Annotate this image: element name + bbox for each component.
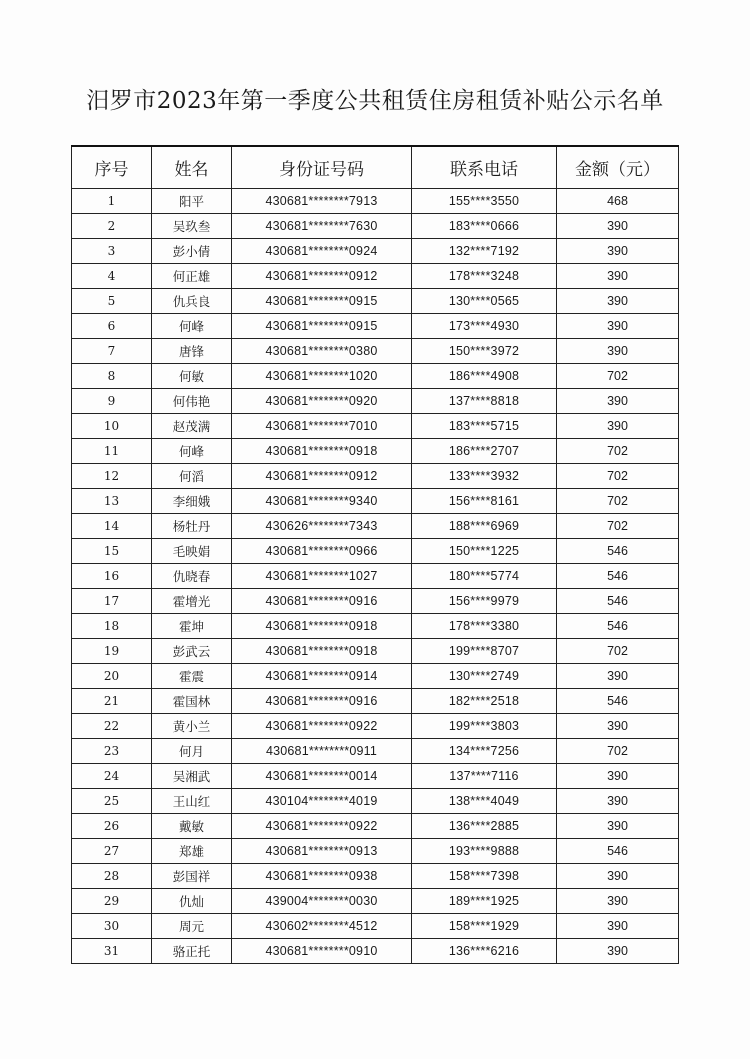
row-name: 杨牡丹 xyxy=(152,514,232,539)
row-phone: 186****4908 xyxy=(412,364,557,389)
row-amount: 390 xyxy=(557,764,679,789)
row-index: 9 xyxy=(72,389,152,414)
row-amount: 546 xyxy=(557,614,679,639)
row-phone: 138****4049 xyxy=(412,789,557,814)
table-row xyxy=(72,439,679,464)
row-phone: 155****3550 xyxy=(412,189,557,214)
row-name: 黄小兰 xyxy=(152,714,232,739)
row-id-number: 430681********0922 xyxy=(232,814,412,839)
table-row xyxy=(72,889,679,914)
row-amount: 390 xyxy=(557,314,679,339)
row-id-number: 430681********0918 xyxy=(232,614,412,639)
row-index: 6 xyxy=(72,314,152,339)
table-row xyxy=(72,539,679,564)
row-index: 5 xyxy=(72,289,152,314)
row-amount: 702 xyxy=(557,489,679,514)
row-phone: 150****3972 xyxy=(412,339,557,364)
row-amount: 546 xyxy=(557,564,679,589)
row-name: 吴玖叁 xyxy=(152,214,232,239)
row-amount: 702 xyxy=(557,464,679,489)
row-id-number: 430681********0380 xyxy=(232,339,412,364)
row-amount: 390 xyxy=(557,264,679,289)
row-id-number: 430681********0915 xyxy=(232,314,412,339)
row-name: 仇灿 xyxy=(152,889,232,914)
row-index: 15 xyxy=(72,539,152,564)
table-row xyxy=(72,214,679,239)
table-row xyxy=(72,589,679,614)
row-amount: 702 xyxy=(557,514,679,539)
table-row xyxy=(72,689,679,714)
row-index: 20 xyxy=(72,664,152,689)
row-name: 阳平 xyxy=(152,189,232,214)
row-name: 郑雄 xyxy=(152,839,232,864)
row-amount: 390 xyxy=(557,414,679,439)
row-id-number: 430681********0910 xyxy=(232,939,412,964)
row-index: 22 xyxy=(72,714,152,739)
table-row xyxy=(72,914,679,939)
row-name: 何月 xyxy=(152,739,232,764)
table-row xyxy=(72,814,679,839)
header-name: 姓名 xyxy=(152,146,232,189)
row-phone: 193****9888 xyxy=(412,839,557,864)
row-id-number: 430104********4019 xyxy=(232,789,412,814)
row-phone: 178****3248 xyxy=(412,264,557,289)
row-index: 24 xyxy=(72,764,152,789)
table-row xyxy=(72,639,679,664)
row-id-number: 430681********0916 xyxy=(232,589,412,614)
row-id-number: 430681********1027 xyxy=(232,564,412,589)
row-index: 8 xyxy=(72,364,152,389)
row-index: 26 xyxy=(72,814,152,839)
row-name: 唐锋 xyxy=(152,339,232,364)
row-name: 霍增光 xyxy=(152,589,232,614)
row-phone: 132****7192 xyxy=(412,239,557,264)
row-index: 18 xyxy=(72,614,152,639)
row-amount: 390 xyxy=(557,389,679,414)
row-name: 毛映娟 xyxy=(152,539,232,564)
table-row xyxy=(72,514,679,539)
row-phone: 158****7398 xyxy=(412,864,557,889)
row-phone: 130****0565 xyxy=(412,289,557,314)
table-row xyxy=(72,789,679,814)
row-index: 13 xyxy=(72,489,152,514)
row-phone: 182****2518 xyxy=(412,689,557,714)
header-amount: 金额（元） xyxy=(557,146,679,189)
row-index: 11 xyxy=(72,439,152,464)
row-phone: 180****5774 xyxy=(412,564,557,589)
row-id-number: 430681********9340 xyxy=(232,489,412,514)
row-index: 27 xyxy=(72,839,152,864)
row-phone: 137****8818 xyxy=(412,389,557,414)
row-index: 29 xyxy=(72,889,152,914)
row-name: 仇晓春 xyxy=(152,564,232,589)
header-id-number: 身份证号码 xyxy=(232,146,412,189)
table-row xyxy=(72,464,679,489)
row-name: 吴湘武 xyxy=(152,764,232,789)
row-index: 30 xyxy=(72,914,152,939)
row-amount: 390 xyxy=(557,814,679,839)
table-row xyxy=(72,739,679,764)
row-index: 4 xyxy=(72,264,152,289)
row-name: 仇兵良 xyxy=(152,289,232,314)
row-id-number: 430626********7343 xyxy=(232,514,412,539)
row-amount: 390 xyxy=(557,239,679,264)
table-row xyxy=(72,239,679,264)
row-amount: 702 xyxy=(557,739,679,764)
row-phone: 186****2707 xyxy=(412,439,557,464)
row-id-number: 430681********7630 xyxy=(232,214,412,239)
table-row xyxy=(72,289,679,314)
row-phone: 137****7116 xyxy=(412,764,557,789)
row-index: 23 xyxy=(72,739,152,764)
row-index: 19 xyxy=(72,639,152,664)
row-phone: 156****8161 xyxy=(412,489,557,514)
row-name: 骆正托 xyxy=(152,939,232,964)
row-index: 7 xyxy=(72,339,152,364)
row-amount: 390 xyxy=(557,939,679,964)
row-phone: 133****3932 xyxy=(412,464,557,489)
row-id-number: 430681********0912 xyxy=(232,264,412,289)
row-index: 21 xyxy=(72,689,152,714)
table-row xyxy=(72,564,679,589)
row-amount: 390 xyxy=(557,789,679,814)
row-phone: 178****3380 xyxy=(412,614,557,639)
row-name: 何峰 xyxy=(152,439,232,464)
row-id-number: 430681********0966 xyxy=(232,539,412,564)
table-row xyxy=(72,264,679,289)
row-index: 3 xyxy=(72,239,152,264)
row-amount: 546 xyxy=(557,539,679,564)
row-index: 12 xyxy=(72,464,152,489)
table-row xyxy=(72,664,679,689)
row-id-number: 430602********4512 xyxy=(232,914,412,939)
row-id-number: 430681********0918 xyxy=(232,639,412,664)
row-id-number: 430681********7913 xyxy=(232,189,412,214)
row-name: 霍震 xyxy=(152,664,232,689)
table-row xyxy=(72,614,679,639)
row-amount: 702 xyxy=(557,364,679,389)
subsidy-table xyxy=(71,145,679,964)
row-id-number: 430681********1020 xyxy=(232,364,412,389)
row-amount: 546 xyxy=(557,589,679,614)
row-index: 2 xyxy=(72,214,152,239)
row-amount: 546 xyxy=(557,689,679,714)
table-row xyxy=(72,389,679,414)
row-name: 何滔 xyxy=(152,464,232,489)
table-row xyxy=(72,364,679,389)
row-index: 31 xyxy=(72,939,152,964)
row-amount: 468 xyxy=(557,189,679,214)
row-amount: 702 xyxy=(557,639,679,664)
row-phone: 183****5715 xyxy=(412,414,557,439)
row-id-number: 430681********0913 xyxy=(232,839,412,864)
header-phone: 联系电话 xyxy=(412,146,557,189)
table-row xyxy=(72,714,679,739)
row-amount: 390 xyxy=(557,214,679,239)
row-phone: 130****2749 xyxy=(412,664,557,689)
row-index: 14 xyxy=(72,514,152,539)
row-id-number: 439004********0030 xyxy=(232,889,412,914)
row-index: 1 xyxy=(72,189,152,214)
row-name: 何峰 xyxy=(152,314,232,339)
row-id-number: 430681********0924 xyxy=(232,239,412,264)
row-amount: 390 xyxy=(557,889,679,914)
row-amount: 390 xyxy=(557,914,679,939)
row-amount: 390 xyxy=(557,714,679,739)
row-index: 10 xyxy=(72,414,152,439)
row-phone: 183****0666 xyxy=(412,214,557,239)
row-id-number: 430681********0912 xyxy=(232,464,412,489)
row-phone: 150****1225 xyxy=(412,539,557,564)
row-id-number: 430681********0911 xyxy=(232,739,412,764)
row-index: 28 xyxy=(72,864,152,889)
table-row xyxy=(72,764,679,789)
row-phone: 136****2885 xyxy=(412,814,557,839)
row-name: 王山红 xyxy=(152,789,232,814)
row-phone: 156****9979 xyxy=(412,589,557,614)
row-phone: 134****7256 xyxy=(412,739,557,764)
row-phone: 189****1925 xyxy=(412,889,557,914)
row-id-number: 430681********0916 xyxy=(232,689,412,714)
table-row xyxy=(72,314,679,339)
row-phone: 199****3803 xyxy=(412,714,557,739)
row-amount: 702 xyxy=(557,439,679,464)
row-name: 彭国祥 xyxy=(152,864,232,889)
row-amount: 390 xyxy=(557,289,679,314)
row-phone: 173****4930 xyxy=(412,314,557,339)
row-index: 17 xyxy=(72,589,152,614)
row-phone: 158****1929 xyxy=(412,914,557,939)
header-index: 序号 xyxy=(72,146,152,189)
table-row xyxy=(72,189,679,214)
row-phone: 199****8707 xyxy=(412,639,557,664)
row-id-number: 430681********0014 xyxy=(232,764,412,789)
row-id-number: 430681********0922 xyxy=(232,714,412,739)
row-name: 李细娥 xyxy=(152,489,232,514)
row-phone: 188****6969 xyxy=(412,514,557,539)
table-row xyxy=(72,339,679,364)
row-amount: 390 xyxy=(557,339,679,364)
row-name: 彭小倩 xyxy=(152,239,232,264)
table-row xyxy=(72,864,679,889)
row-id-number: 430681********0914 xyxy=(232,664,412,689)
row-id-number: 430681********0918 xyxy=(232,439,412,464)
row-index: 25 xyxy=(72,789,152,814)
row-name: 霍坤 xyxy=(152,614,232,639)
row-id-number: 430681********0920 xyxy=(232,389,412,414)
table-row xyxy=(72,939,679,964)
row-name: 周元 xyxy=(152,914,232,939)
table-body xyxy=(72,189,679,964)
row-index: 16 xyxy=(72,564,152,589)
row-id-number: 430681********0915 xyxy=(232,289,412,314)
row-name: 何敏 xyxy=(152,364,232,389)
table-header-row xyxy=(72,146,679,189)
table-row xyxy=(72,414,679,439)
table-row xyxy=(72,839,679,864)
row-name: 何伟艳 xyxy=(152,389,232,414)
row-amount: 390 xyxy=(557,664,679,689)
row-name: 戴敏 xyxy=(152,814,232,839)
row-id-number: 430681********0938 xyxy=(232,864,412,889)
row-amount: 390 xyxy=(557,864,679,889)
document-title: 汨罗市2023年第一季度公共租赁住房租赁补贴公示名单 xyxy=(86,88,664,114)
row-id-number: 430681********7010 xyxy=(232,414,412,439)
row-name: 何正雄 xyxy=(152,264,232,289)
table-row xyxy=(72,489,679,514)
row-amount: 546 xyxy=(557,839,679,864)
row-name: 彭武云 xyxy=(152,639,232,664)
row-name: 霍国林 xyxy=(152,689,232,714)
row-name: 赵茂满 xyxy=(152,414,232,439)
row-phone: 136****6216 xyxy=(412,939,557,964)
